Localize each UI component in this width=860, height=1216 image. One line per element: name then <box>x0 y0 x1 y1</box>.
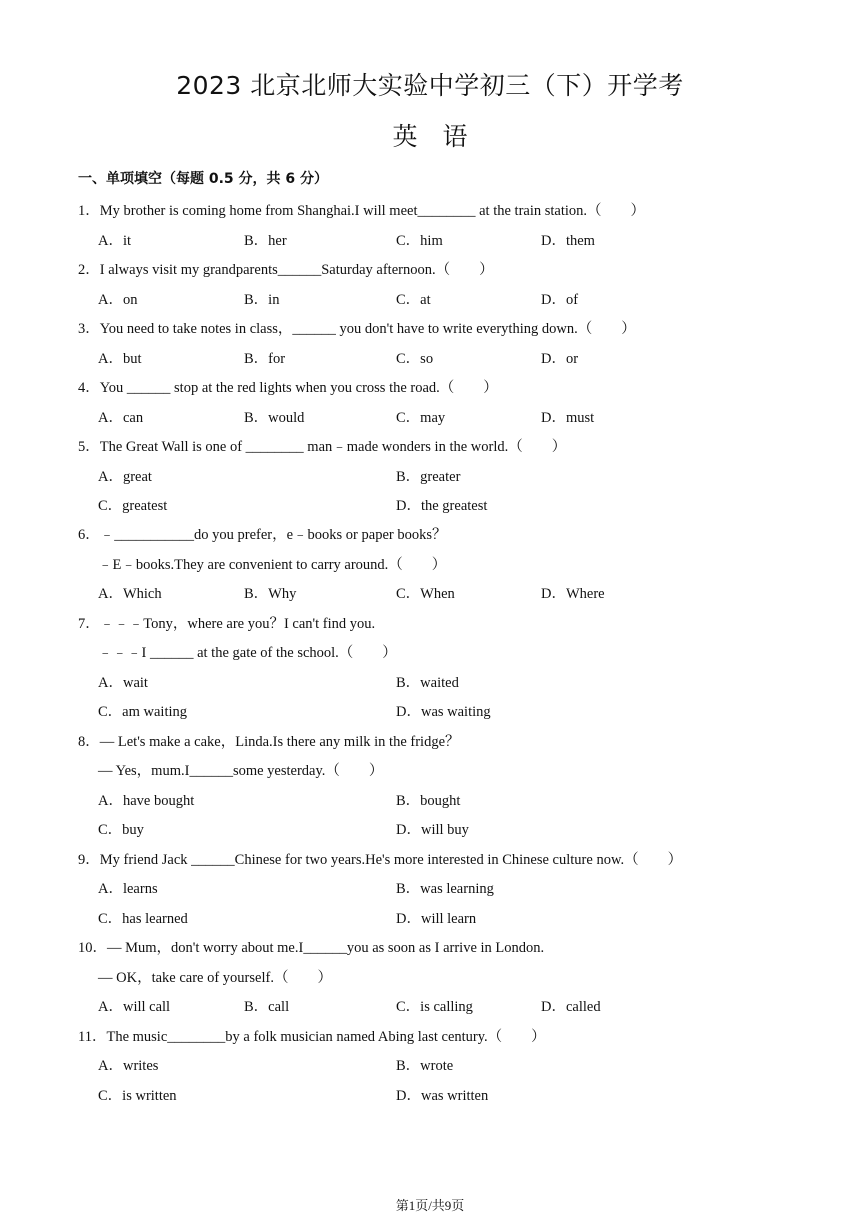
q9-option-b: B．was learning <box>396 881 494 897</box>
question-3-text: 3．You need to take notes in class，______ you don't have to write everything down.（ ） <box>78 321 636 337</box>
q6-option-c: C．When <box>396 586 455 602</box>
q1-option-d: D．them <box>541 233 595 249</box>
q5-option-b: B．greater <box>396 469 461 485</box>
page-title: 2023 北京北师大实验中学初三（下）开学考 <box>176 71 684 100</box>
q7-option-a: A．wait <box>98 675 148 691</box>
q9-option-c: C．has learned <box>98 911 188 927</box>
q1-option-c: C．him <box>396 233 443 249</box>
q6-option-a: A．Which <box>98 586 162 602</box>
q8-option-c: C．buy <box>98 822 144 838</box>
q10-option-c: C．is calling <box>396 999 473 1015</box>
q7-option-b: B．waited <box>396 675 459 691</box>
q11-option-a: A．writes <box>98 1058 159 1074</box>
q5-option-c: C．greatest <box>98 498 168 514</box>
q10-option-b: B．call <box>244 999 290 1015</box>
q2-option-a: A．on <box>98 292 138 308</box>
q3-option-a: A．but <box>98 351 142 367</box>
question-9-text: 9．My friend Jack ______Chinese for two years.He's more interested in Chinese culture now.（ ） <box>78 852 683 868</box>
question-10-text: 10．— Mum，don't worry about me.I______you as soon as I arrive in London. <box>78 940 545 956</box>
q10-option-d: D．called <box>541 999 601 1015</box>
q2-option-c: C．at <box>396 292 431 308</box>
q11-option-c: C．is written <box>98 1088 177 1104</box>
q4-option-b: B．would <box>244 410 305 426</box>
q5-option-a: A．great <box>98 469 152 485</box>
question-1-text: 1．My brother is coming home from Shanghai.I will meet________ at the train station.（ ） <box>78 203 646 219</box>
q3-option-b: B．for <box>244 351 286 367</box>
question-6-text: 6．﹣___________do you prefer，e﹣books or paper books？ <box>78 527 447 543</box>
q1-option-a: A．it <box>98 233 132 249</box>
q4-option-c: C．may <box>396 410 446 426</box>
q8-option-b: B．bought <box>396 793 461 809</box>
q9-option-d: D．will learn <box>396 911 477 927</box>
q6-option-d: D．Where <box>541 586 605 602</box>
q9-option-a: A．learns <box>98 881 158 897</box>
q1-option-b: B．her <box>244 233 287 249</box>
question-6-text-2: ﹣E﹣books.They are convenient to carry around.（ ） <box>98 557 447 573</box>
q8-option-a: A．have bought <box>98 793 195 809</box>
section-heading: 一、单项填空（每题 0.5 分，共 6 分） <box>78 171 329 187</box>
question-7-text: 7．﹣﹣﹣Tony，where are you？I can't find you. <box>78 616 376 632</box>
q6-option-b: B．Why <box>244 586 297 602</box>
q4-option-d: D．must <box>541 410 595 426</box>
q7-option-d: D．was waiting <box>396 704 491 720</box>
q7-option-c: C．am waiting <box>98 704 188 720</box>
q10-option-a: A．will call <box>98 999 171 1015</box>
question-4-text: 4．You ______ stop at the red lights when you cross the road.（ ） <box>78 380 498 396</box>
q5-option-d: D．the greatest <box>396 498 488 514</box>
question-5-text: 5．The Great Wall is one of ________ man﹣made wonders in the world.（ ） <box>78 439 567 455</box>
question-8-text-2: — Yes，mum.I______some yesterday.（ ） <box>98 763 384 779</box>
question-11-text: 11．The music________by a folk musician named Abing last century.（ ） <box>78 1029 546 1045</box>
page-footer: 第1页/共9页 <box>395 1198 465 1213</box>
subject-title: 英 语 <box>392 122 468 151</box>
question-10-text-2: — OK，take care of yourself.（ ） <box>98 970 332 986</box>
q4-option-a: A．can <box>98 410 144 426</box>
q3-option-d: D．or <box>541 351 579 367</box>
q11-option-b: B．wrote <box>396 1058 454 1074</box>
question-8-text: 8．— Let's make a cake，Linda.Is there any milk in the fridge？ <box>78 734 460 750</box>
q3-option-c: C．so <box>396 351 434 367</box>
question-7-text-2: ﹣﹣﹣I ______ at the gate of the school.（ ） <box>98 645 397 661</box>
q2-option-d: D．of <box>541 292 579 308</box>
q11-option-d: D．was written <box>396 1088 489 1104</box>
question-2-text: 2．I always visit my grandparents______Saturday afternoon.（ ） <box>78 262 494 278</box>
q2-option-b: B．in <box>244 292 280 308</box>
q8-option-d: D．will buy <box>396 822 469 838</box>
